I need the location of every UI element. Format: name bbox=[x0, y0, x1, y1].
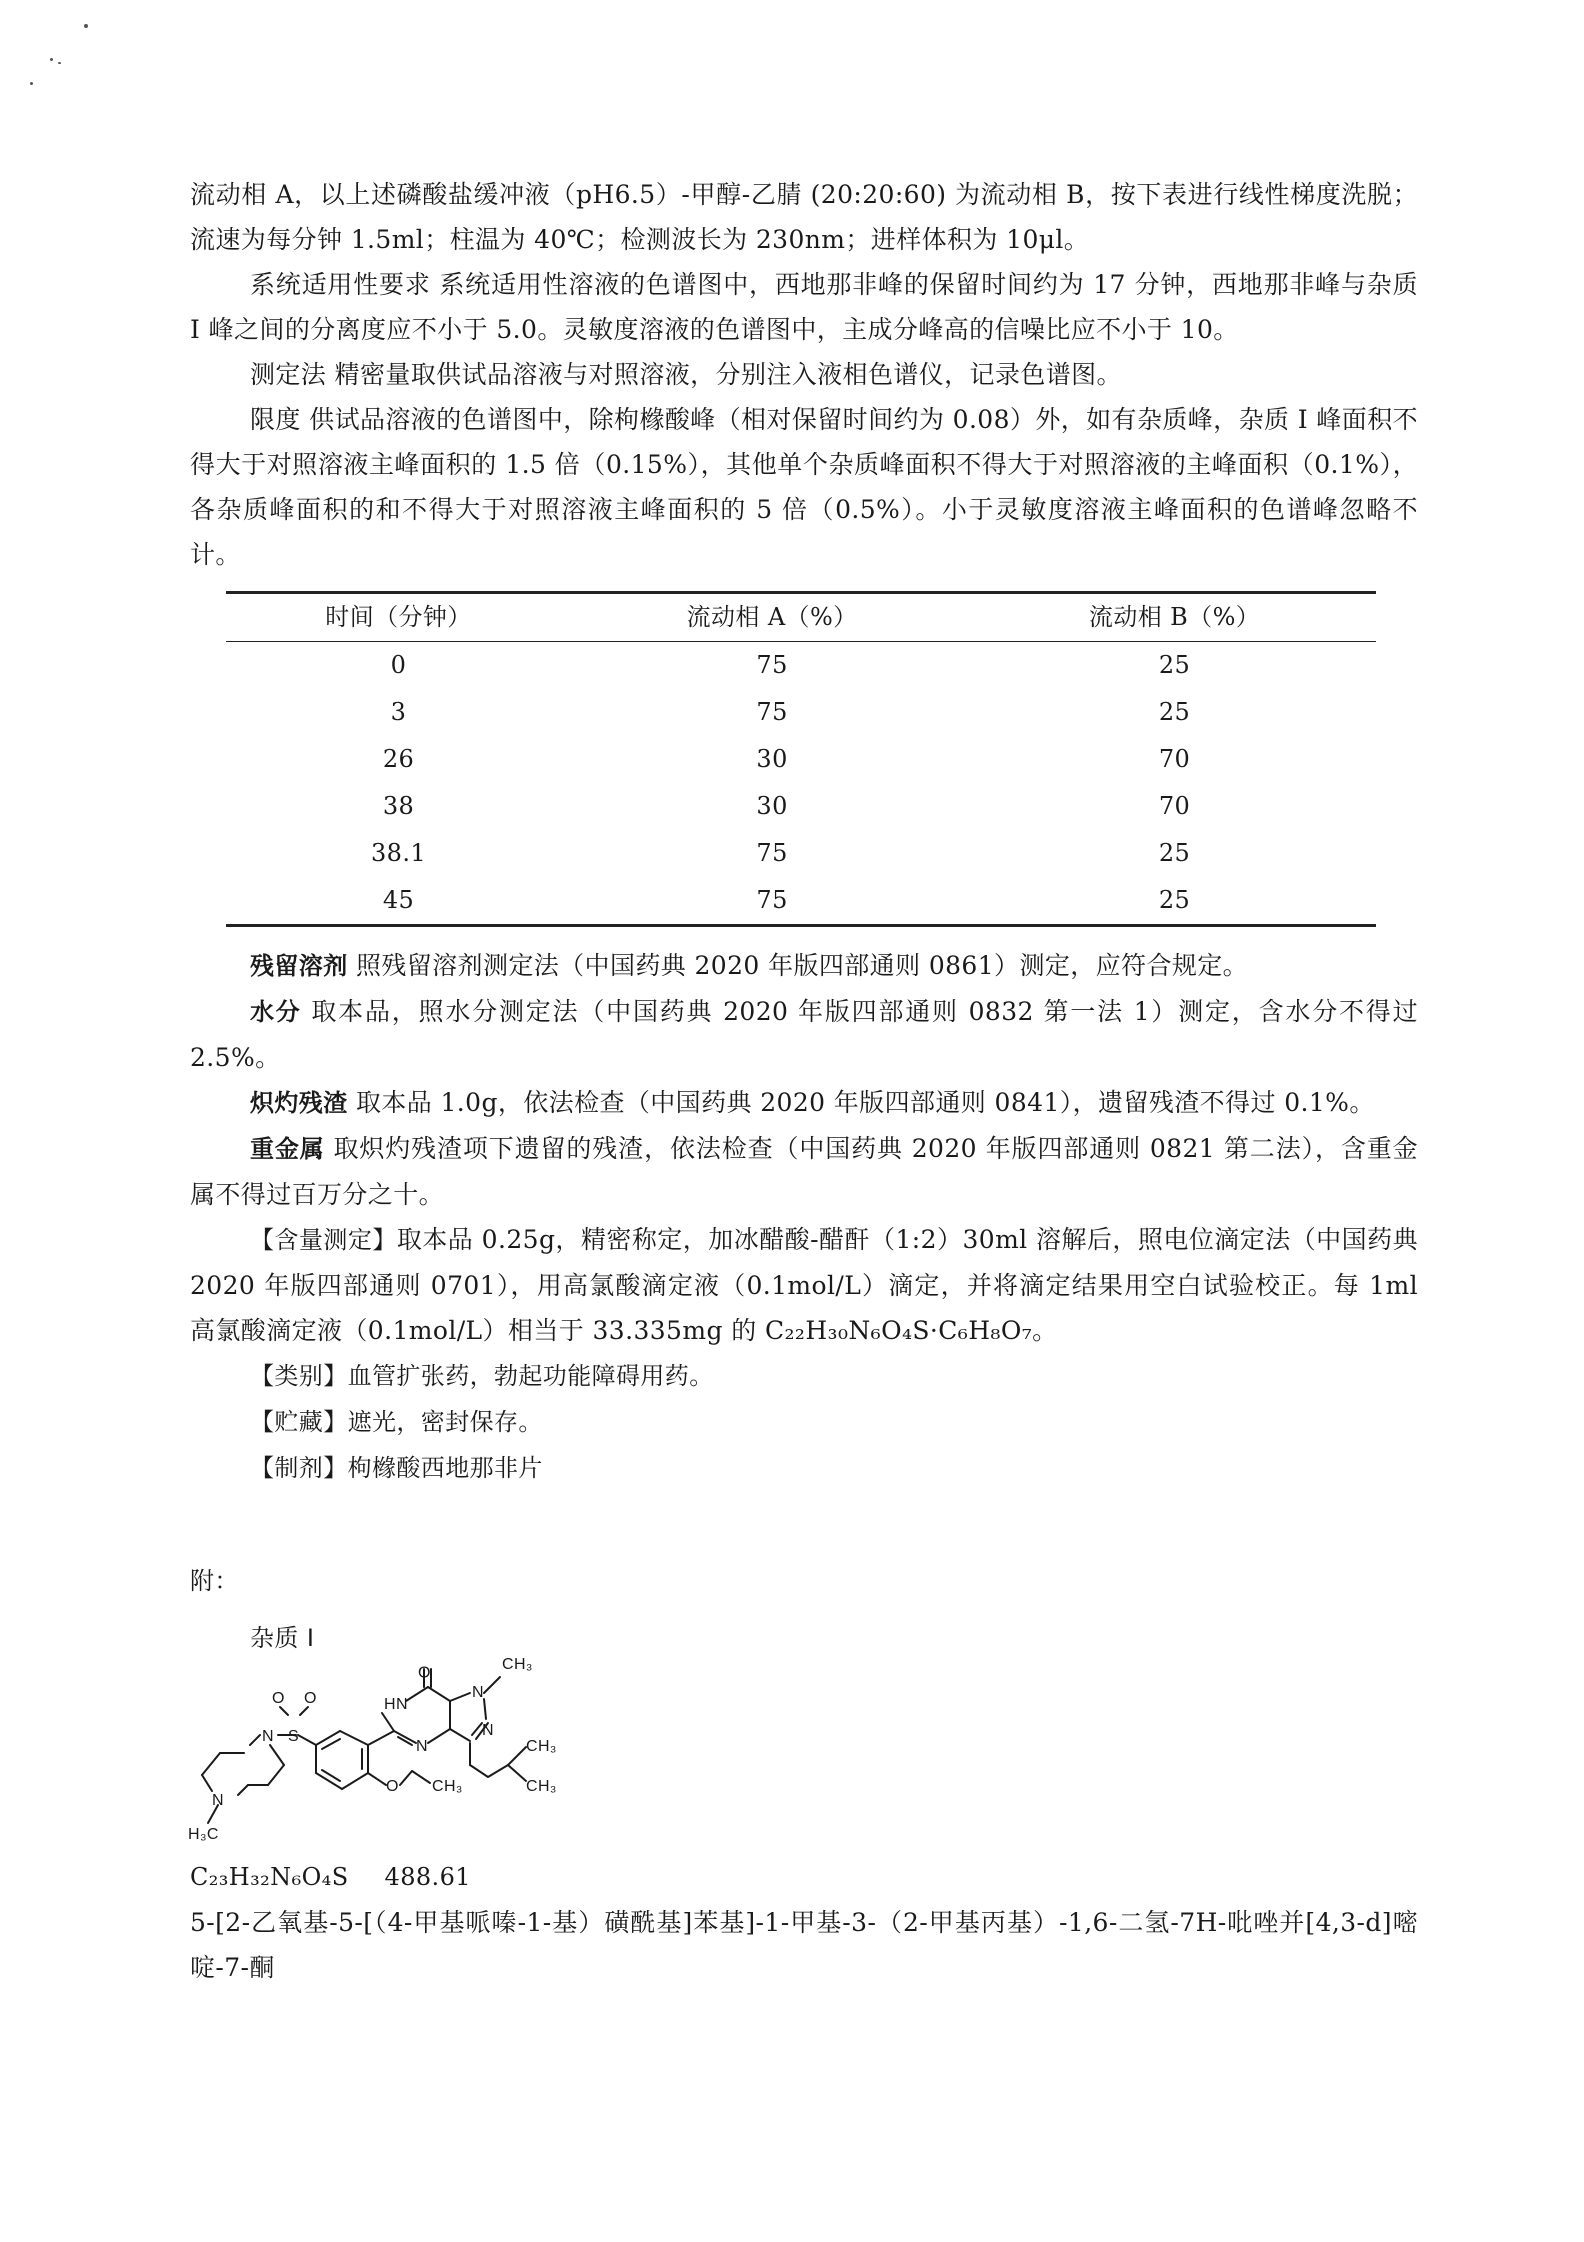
table-cell: 0 bbox=[390, 651, 407, 679]
structure-label-n-imine: N bbox=[482, 1722, 494, 1739]
structure-label-hn: HN bbox=[384, 1696, 408, 1713]
molecular-formula: C₂₃H₃₂N₆O₄S bbox=[190, 1863, 349, 1891]
structure-label-n-pyrazole: N bbox=[472, 1684, 484, 1701]
storage-paragraph bbox=[190, 1399, 1418, 1445]
structure-label-ether-o: O bbox=[386, 1778, 399, 1795]
table-header-row bbox=[226, 593, 1376, 642]
table-cell: 30 bbox=[756, 745, 788, 773]
table-cell: 25 bbox=[973, 877, 1376, 926]
structure-label-h3c: H₃C bbox=[188, 1826, 219, 1843]
water-text: 取本品，照水分测定法（中国药典 2020 年版四部通则 0832 第一法 1）测定，含水分不得过 2.5%。 bbox=[190, 997, 1418, 1072]
ignition-residue-text: 取本品 1.0g，依法检查（中国药典 2020 年版四部通则 0841），遗留残渣不得过 0.1%。 bbox=[347, 1088, 1375, 1117]
table-cell: 30 bbox=[756, 792, 788, 820]
table-header: 流动相 B（%） bbox=[973, 593, 1376, 642]
structure-label-n-pyrimidine: N bbox=[416, 1738, 428, 1755]
table-row bbox=[226, 830, 1376, 877]
structure-label-n-methylpip: N bbox=[212, 1792, 224, 1809]
heavy-metal-text: 取炽灼残渣项下遗留的残渣，依法检查（中国药典 2020 年版四部通则 0821 第二法），含重金属不得过百万分之十。 bbox=[190, 1134, 1418, 1209]
structure-label-n-piperazine: N bbox=[262, 1728, 274, 1745]
table-header: 流动相 A（%） bbox=[571, 593, 973, 642]
appendix-label: 附： bbox=[190, 1567, 239, 1595]
table-cell: 75 bbox=[756, 651, 788, 679]
category-paragraph bbox=[190, 1353, 1418, 1399]
table-row bbox=[226, 877, 1376, 926]
system-suitability-paragraph: 系统适用性要求 系统适用性溶液的色谱图中，西地那非峰的保留时间约为 17 分钟，西地那非峰与杂质 Ⅰ 峰之间的分离度应不小于 5.0。灵敏度溶液的色谱图中，主成分峰高的信噪比应不小于 10。 bbox=[190, 270, 1418, 344]
limit-paragraph: 限度 供试品溶液的色谱图中，除枸橼酸峰（相对保留时间约为 0.08）外，如有杂质峰，杂质 Ⅰ 峰面积不得大于对照溶液主峰面积的 1.5 倍（0.15%），其他单个杂质峰面积不得大于对照溶液的主峰面积（0.1%），各杂质峰面积的和不得大于对照溶液主峰面积的 5 倍（0.5%）。小于灵敏度溶液主峰面积的色谱峰忽略不计。 bbox=[190, 405, 1418, 569]
storage-label: 【贮藏】 bbox=[250, 1408, 348, 1436]
residual-solvent-paragraph bbox=[190, 943, 1418, 989]
table-cell: 25 bbox=[1158, 839, 1191, 867]
impurity-label: 杂质 Ⅰ bbox=[250, 1624, 315, 1652]
document-body bbox=[190, 172, 1418, 1990]
gradient-table bbox=[226, 591, 1376, 927]
table-cell: 75 bbox=[756, 698, 788, 726]
water-paragraph bbox=[190, 989, 1418, 1080]
table-row bbox=[226, 736, 1376, 783]
heavy-metal-paragraph bbox=[190, 1126, 1418, 1217]
assay-text: 取本品 0.25g，精密称定，加冰醋酸-醋酐（1:2）30ml 溶解后，照电位滴定法（中国药典 2020 年版四部通则 0701），用高氯酸滴定液（0.1mol/L）滴定，并将滴定结果用空白试验校正。每 1ml 高氯酸滴定液（0.1mol/L）相当于 33.335mg 的 C₂₂H₃₀N₆O₄S·C₆H₈O₇。 bbox=[190, 1225, 1419, 1345]
table-cell: 25 bbox=[1158, 698, 1191, 726]
assay-label: 【含量测定】 bbox=[250, 1226, 397, 1254]
table-cell: 25 bbox=[1158, 651, 1191, 679]
structure-label-ethyl-ch3: CH₃ bbox=[432, 1778, 463, 1795]
table-row bbox=[226, 642, 1376, 690]
ignition-residue-label: 炽灼残渣 bbox=[250, 1089, 348, 1117]
assay-paragraph bbox=[190, 1217, 1418, 1353]
table-cell: 26 bbox=[382, 745, 415, 773]
category-label: 【类别】 bbox=[250, 1362, 348, 1390]
structure-label-so2-o-right: O bbox=[304, 1690, 317, 1707]
test-method-paragraph: 测定法 精密量取供试品溶液与对照溶液，分别注入液相色谱仪，记录色谱图。 bbox=[250, 360, 1122, 389]
mobile-phase-paragraph: 流动相 A，以上述磷酸盐缓冲液（pH6.5）-甲醇-乙腈 (20:20:60) 为流动相 B，按下表进行线性梯度洗脱；流速为每分钟 1.5ml；柱温为 40℃；检测波长为 230nm；进样体积为 10μl。 bbox=[190, 180, 1418, 254]
table-cell: 45 bbox=[226, 877, 571, 926]
table-row bbox=[226, 689, 1376, 736]
preparation-label: 【制剂】 bbox=[250, 1454, 348, 1482]
impurity-structure-diagram bbox=[188, 1656, 708, 1855]
structure-label-isobutyl-ch3-bottom: CH₃ bbox=[526, 1778, 557, 1795]
molecular-weight: 488.61 bbox=[384, 1863, 471, 1891]
table-header: 时间（分钟） bbox=[226, 593, 571, 642]
table-cell: 3 bbox=[390, 698, 407, 726]
table-row bbox=[226, 783, 1376, 830]
table-cell: 75 bbox=[571, 877, 973, 926]
table-cell: 70 bbox=[1158, 792, 1191, 820]
table-cell: 75 bbox=[756, 839, 788, 867]
category-text: 血管扩张药，勃起功能障碍用药。 bbox=[347, 1362, 714, 1390]
water-label: 水分 bbox=[250, 998, 302, 1026]
preparation-text: 枸橼酸西地那非片 bbox=[347, 1454, 543, 1482]
table-cell: 38 bbox=[382, 792, 415, 820]
heavy-metal-label: 重金属 bbox=[250, 1135, 325, 1163]
table-cell: 38.1 bbox=[370, 839, 427, 867]
structure-label-n-methyl: CH₃ bbox=[502, 1656, 533, 1673]
residual-solvent-label: 残留溶剂 bbox=[250, 952, 348, 980]
table-cell: 70 bbox=[1158, 745, 1191, 773]
impurity-formula-line bbox=[190, 1855, 1418, 1900]
storage-text: 遮光，密封保存。 bbox=[347, 1408, 543, 1436]
structure-label-s: S bbox=[288, 1728, 300, 1745]
preparation-paragraph bbox=[190, 1445, 1418, 1491]
residual-solvent-text: 照残留溶剂测定法（中国药典 2020 年版四部通则 0861）测定，应符合规定。 bbox=[347, 951, 1249, 980]
ignition-residue-paragraph bbox=[190, 1080, 1418, 1126]
structure-label-so2-o-left: O bbox=[272, 1690, 285, 1707]
structure-label-o: O bbox=[418, 1664, 431, 1682]
chemical-name: 5-[2-乙氧基-5-[（4-甲基哌嗪-1-基）磺酰基]苯基]-1-甲基-3-（2-甲基丙基）-1,6-二氢-7H-吡唑并[4,3-d]嘧啶-7-酮 bbox=[190, 1908, 1418, 1982]
structure-label-isobutyl-ch3-top: CH₃ bbox=[526, 1738, 557, 1755]
